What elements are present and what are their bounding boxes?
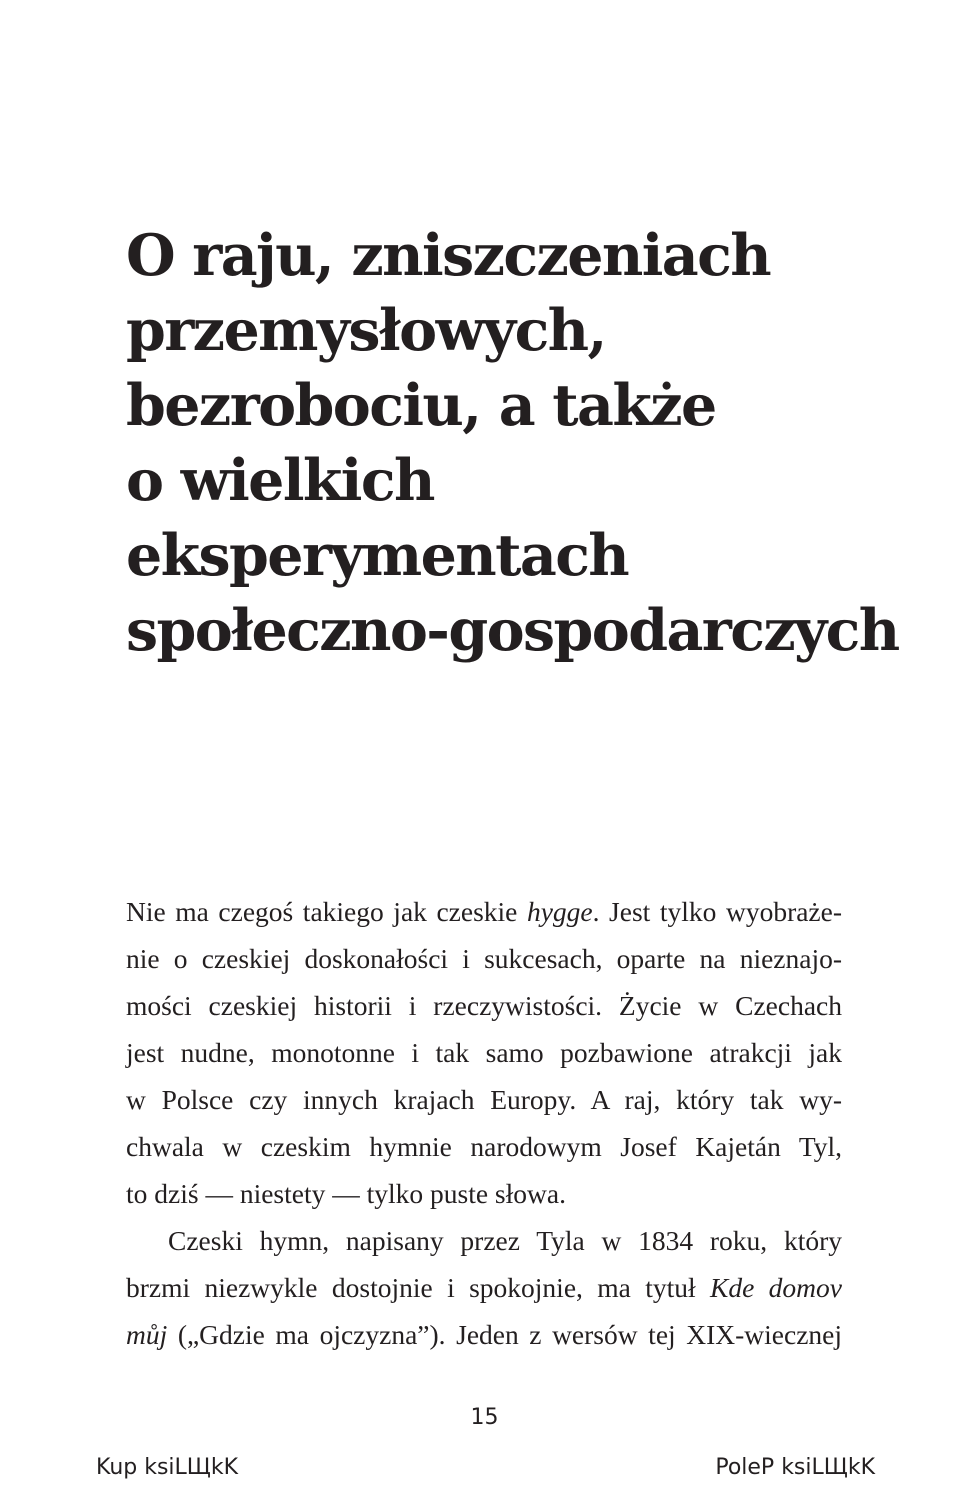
text-line: to dziś — niestety — tylko puste słowa. bbox=[126, 1178, 566, 1209]
chapter-title bbox=[126, 218, 906, 668]
text-line bbox=[126, 888, 842, 935]
text-line: chwala w czeskim hymnie narodowym Josef Kajetán Tyl, bbox=[126, 1131, 842, 1162]
text-line bbox=[126, 1264, 842, 1311]
text-span: („Gdzie ma ojczyzna”). Jeden z wersów tej XIX-wiecznej bbox=[167, 1319, 842, 1350]
text-line bbox=[126, 1311, 842, 1358]
text-line: nie o czeskiej doskonałości i sukcesach, oparte na nieznajo- bbox=[126, 943, 842, 974]
chapter-title-line: eksperymentach bbox=[126, 522, 629, 589]
page-number: 15 bbox=[470, 1405, 499, 1430]
text-span: . Jest tylko wyobraże- bbox=[592, 896, 843, 927]
italic-term: hygge bbox=[526, 896, 593, 927]
chapter-title-line: przemysłowych, bbox=[126, 297, 606, 364]
paragraph-2 bbox=[126, 1217, 842, 1358]
chapter-title-line: O raju, zniszczeniach bbox=[126, 222, 771, 289]
footer-recommend-book-link[interactable]: PoleP ksiLЩkK bbox=[715, 1455, 875, 1480]
body-text bbox=[126, 888, 842, 1358]
text-span: brzmi niezwykle dostojnie i spokojnie, ma tytuł bbox=[126, 1272, 711, 1303]
italic-title: Kde domov bbox=[710, 1272, 842, 1303]
text-span: Nie ma czegoś takiego jak czeskie bbox=[126, 896, 527, 927]
text-line: mości czeskiej historii i rzeczywistości. Życie w Czechach bbox=[126, 990, 842, 1021]
italic-title: můj bbox=[126, 1319, 168, 1350]
paragraph-1 bbox=[126, 888, 842, 1217]
chapter-title-line: bezrobociu, a także bbox=[126, 372, 716, 439]
text-line: Czeski hymn, napisany przez Tyla w 1834 roku, który bbox=[168, 1225, 842, 1256]
text-line: jest nudne, monotonne i tak samo pozbawione atrakcji jak bbox=[126, 1037, 842, 1068]
footer-buy-book-link[interactable]: Kup ksiLЩkK bbox=[96, 1455, 239, 1480]
text-line: w Polsce czy innych krajach Europy. A raj, który tak wy- bbox=[126, 1084, 842, 1115]
chapter-title-line: społeczno-gospodarczych bbox=[126, 597, 899, 664]
chapter-title-line: o wielkich bbox=[126, 447, 434, 514]
